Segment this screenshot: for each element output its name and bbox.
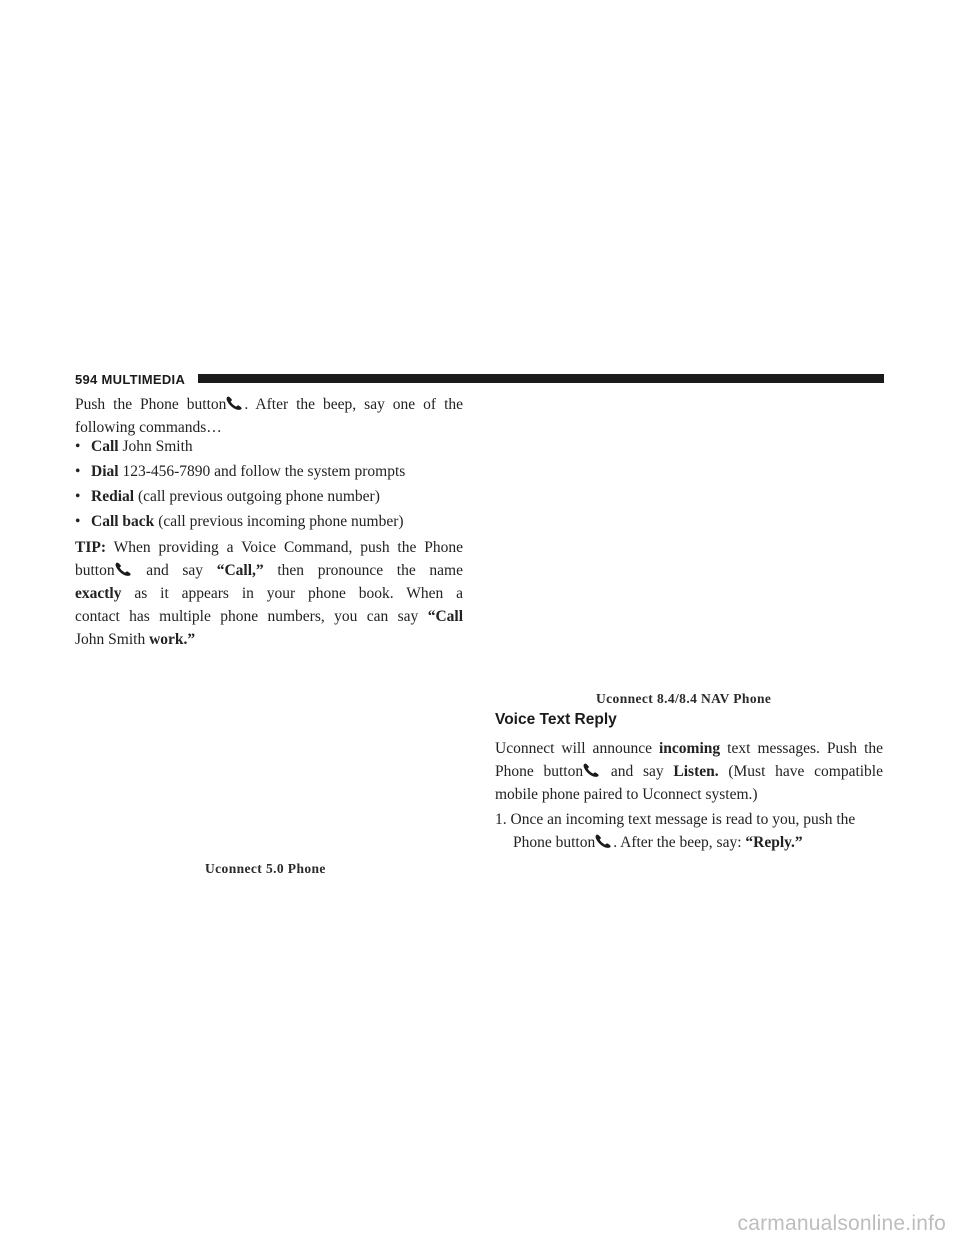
para-text: Uconnect will announce: [495, 740, 659, 757]
tip-text: then pronounce the name: [263, 562, 463, 579]
tip-text: button: [75, 562, 115, 579]
tip-bold: “Call,”: [216, 562, 264, 579]
step-1-line-1: [495, 808, 885, 831]
header-rule: [198, 374, 884, 383]
intro-line-1: [75, 393, 463, 416]
para-text: (Must have compatible: [718, 763, 883, 780]
section-name: MULTIMEDIA: [101, 372, 186, 387]
para-bold: incoming: [658, 740, 721, 757]
phone-handset-icon: [595, 834, 613, 848]
para-text: Phone button: [495, 763, 584, 780]
para-bold: Listen.: [673, 763, 719, 780]
reply-para-line-3: mobile phone paired to Uconnect system.): [495, 786, 758, 803]
step-text: Once an incoming text message is read to you, push the: [510, 811, 856, 828]
tip-line-3: [75, 582, 463, 605]
figure-caption-uconnect-8-4: Uconnect 8.4/8.4 NAV Phone: [596, 691, 772, 706]
bullet-text: 123-456-7890 and follow the system prompts: [118, 463, 406, 480]
page-number: 594: [75, 372, 98, 387]
intro-text-a: Push the Phone button: [75, 396, 227, 413]
step-text: . After the beep, say:: [613, 834, 746, 851]
para-text: text messages. Push the: [720, 740, 884, 757]
step-text: Phone button: [513, 834, 596, 851]
bullet-text: (call previous incoming phone number): [154, 513, 404, 530]
tip-text: When providing a Voice Command, push the Phone: [106, 539, 463, 556]
bullet-keyword: Call back: [91, 513, 155, 530]
tip-line-5: [75, 628, 195, 651]
tip-bold: exactly: [75, 585, 122, 602]
reply-para-line-1: [495, 737, 883, 760]
para-text: and say: [601, 763, 674, 780]
phone-handset-icon: [115, 562, 133, 576]
tip-line-1: [75, 536, 463, 559]
bullet-dial: • Dial 123-456-7890 and follow the system prompts: [75, 463, 406, 480]
step-bold: “Reply.”: [745, 834, 803, 851]
bullet-call-back: • Call back (call previous incoming phone number): [75, 513, 404, 530]
tip-text: John Smith: [75, 631, 150, 648]
bullet-keyword: Dial: [91, 463, 119, 480]
bullet-call: • Call John Smith: [75, 438, 193, 455]
tip-line-4: [75, 605, 463, 628]
tip-label: TIP:: [75, 539, 106, 556]
tip-text: as it appears in your phone book. When a: [121, 585, 463, 602]
bullet-keyword: Redial: [91, 488, 135, 505]
step-1-line-2: [513, 831, 803, 854]
tip-line-2: [75, 559, 463, 582]
watermark: carmanualsonline.info: [737, 1212, 946, 1235]
tip-text: and say: [132, 562, 217, 579]
intro-line-2: following commands…: [75, 419, 222, 436]
intro-text-b: . After the beep, say one of the: [244, 396, 464, 413]
figure-caption-uconnect-5: Uconnect 5.0 Phone: [205, 861, 326, 876]
reply-para-line-2: [495, 760, 883, 783]
step-number: 1.: [495, 811, 507, 828]
bullet-keyword: Call: [91, 438, 119, 455]
phone-handset-icon: [583, 763, 601, 777]
bullet-redial: • Redial (call previous outgoing phone number): [75, 488, 380, 505]
bullet-text: (call previous outgoing phone number): [134, 488, 380, 505]
tip-bold: work.”: [149, 631, 196, 648]
phone-handset-icon: [226, 396, 244, 410]
tip-bold: “Call: [427, 608, 463, 625]
page-header: [75, 372, 185, 387]
bullet-text: John Smith: [118, 438, 193, 455]
tip-text: contact has multiple phone numbers, you can say: [75, 608, 428, 625]
section-title: Voice Text Reply: [495, 711, 617, 728]
